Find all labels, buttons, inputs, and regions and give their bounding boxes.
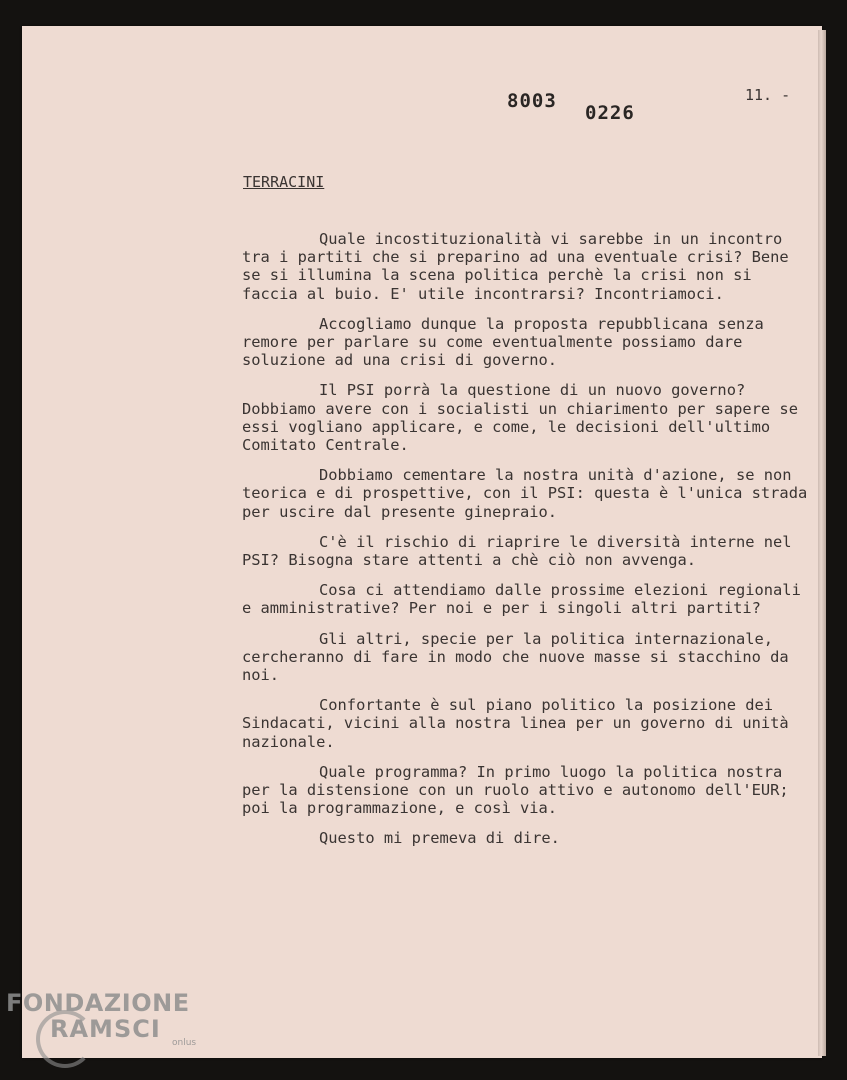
- paragraph: Cosa ci attendiamo dalle prossime elezioni regionali e amministrative? Per noi e per i singoli altri partiti?: [242, 581, 801, 618]
- body-text: [242, 230, 812, 860]
- page-number: 11. -: [745, 86, 791, 104]
- page-edge: [818, 30, 826, 1056]
- paragraph: Dobbiamo cementare la nostra unità d'azione, se non teorica e di prospettive, con il PSI: questa è l'unica strada per uscire dal presente ginepraio.: [242, 466, 808, 521]
- paragraph: Il PSI porrà la questione di un nuovo governo? Dobbiamo avere con i socialisti un chiarimento per sapere se essi vogliano applicare, e come, le decisioni dell'ultimo Comitato Centrale.: [242, 381, 798, 455]
- paragraph: C'è il rischio di riaprire le diversità interne nel PSI? Bisogna stare attenti a chè ciò non avvenga.: [242, 532, 792, 570]
- logo-g-ring-icon: [36, 1010, 94, 1068]
- paragraph: Questo mi premeva di dire.: [319, 829, 560, 848]
- logo-line-3: onlus: [172, 1038, 197, 1048]
- logo-line-1: FONDAZIONE: [6, 989, 190, 1017]
- logo-line-2: RAMSCI: [50, 1015, 161, 1043]
- speaker-heading: TERRACINI: [243, 173, 325, 191]
- paragraph: Quale programma? In primo luogo la politica nostra per la distensione con un ruolo attivo e autonomo dell'EUR; poi la programmazione, e così via.: [242, 762, 789, 818]
- paragraph: Quale incostituzionalità vi sarebbe in un incontro tra i partiti che si preparino ad una eventuale crisi? Bene se si illumina la scena politica perchè la crisi non si faccia al buio. E' utile incontrarsi? Incontriamoci.: [242, 230, 789, 303]
- fondazione-gramsci-logo: [6, 990, 196, 1048]
- paragraph: Accogliamo dunque la proposta repubblicana senza remore per parlare su come eventualmente possiamo dare soluzione ad una crisi di governo.: [242, 314, 764, 370]
- archive-number-b: 0226: [585, 102, 635, 124]
- paragraph: Gli altri, specie per la politica internazionale, cercheranno di fare in modo che nuove masse si stacchino da noi.: [242, 629, 789, 685]
- paragraph: Confortante è sul piano politico la posizione dei Sindacati, vicini alla nostra linea per un governo di unità nazionale.: [242, 696, 789, 751]
- archive-number-a: 8003: [507, 90, 557, 112]
